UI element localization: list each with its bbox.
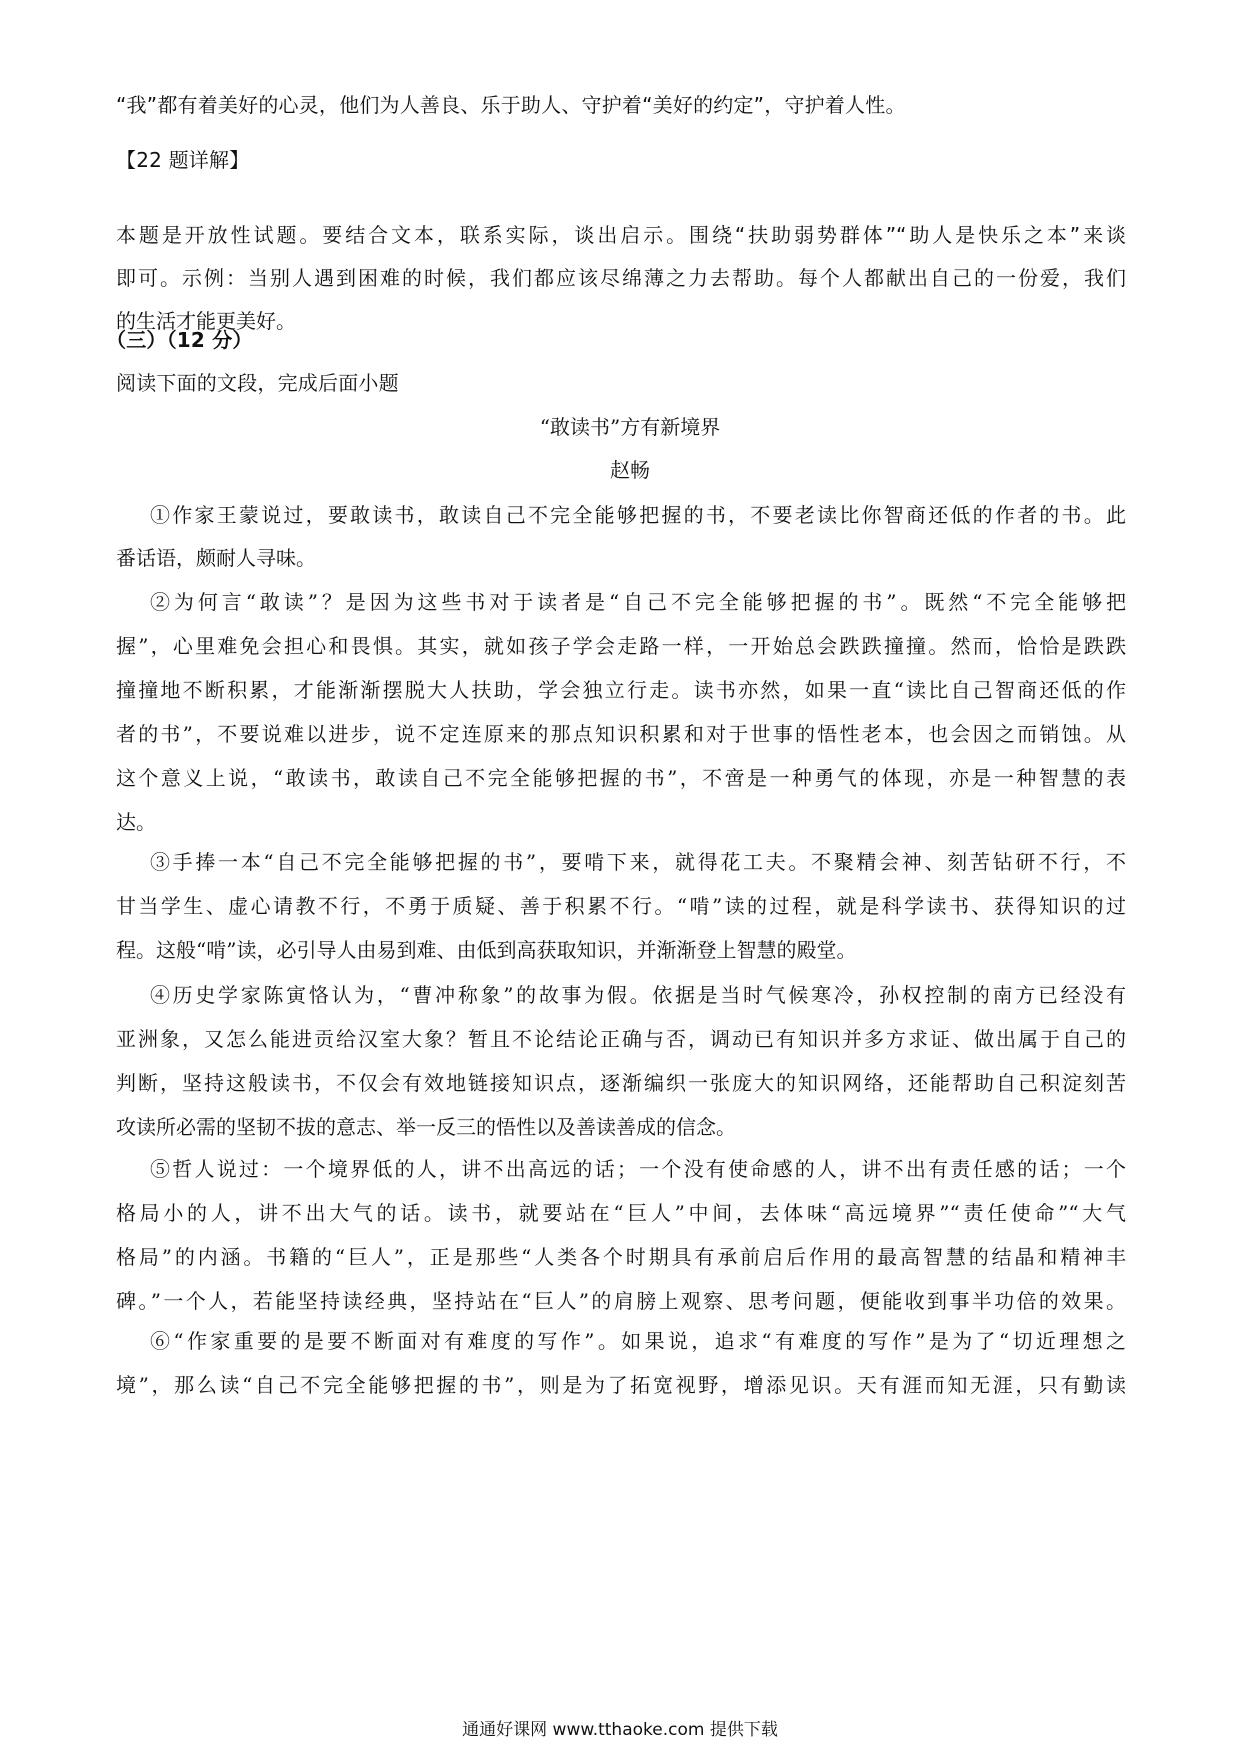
paragraph-line: 格局小的人，讲不出大气的话。读书，就要站在“巨人”中间，去体味“高远境界”“责任使命”“大气	[116, 1201, 1126, 1225]
paragraph-line: 亚洲象，又怎么能进贡给汉室大象？暂且不论结论正确与否，调动已有知识并多方求证、做出属于自己的	[116, 1027, 1126, 1051]
paragraph-line: ⑥“作家重要的是要不断面对有难度的写作”。如果说，追求“有难度的写作”是为了“切近理想之	[150, 1329, 1126, 1353]
section-instruction: 阅读下面的文段，完成后面小题	[116, 371, 399, 395]
article-author: 赵畅	[610, 458, 650, 482]
q22-line: 本题是开放性试题。要结合文本，联系实际，谈出启示。围绕“扶助弱势群体”“助人是快乐之本”来谈	[116, 223, 1126, 247]
paragraph-line: ①作家王蒙说过，要敢读书，敢读自己不完全能够把握的书，不要老读比你智商还低的作者的书。此	[150, 503, 1126, 527]
paragraph-line: 判断，坚持这般读书，不仅会有效地链接知识点，逐渐编织一张庞大的知识网络，还能帮助自己积淀刻苦	[116, 1071, 1126, 1095]
article-paragraph-3	[116, 847, 1126, 965]
article-paragraph-1	[116, 500, 1126, 573]
paragraph-line: 攻读所必需的坚韧不拔的意志、举一反三的悟性以及善读善成的信念。	[116, 1115, 736, 1139]
paragraph-line: 碑。”一个人，若能坚持读经典，坚持站在“巨人”的肩膀上观察、思考问题，便能收到事半功倍的效果。	[116, 1289, 1126, 1313]
q22-answer	[116, 220, 1126, 336]
section-heading: （三）（12 分）	[106, 328, 253, 352]
q22-line: 的生活才能更美好。	[116, 309, 296, 333]
article-paragraph-5	[116, 1154, 1126, 1316]
paragraph-line: 者的书”，不要说难以进步，说不定连原来的那点知识积累和对于世事的悟性老本，也会因之而销蚀。从	[116, 722, 1126, 746]
paragraph-line: 番话语，颇耐人寻味。	[116, 546, 316, 570]
article-paragraph-4	[116, 980, 1126, 1142]
paragraph-line: 撞撞地不断积累，才能渐渐摆脱大人扶助，学会独立行走。读书亦然，如果一直“读比自己智商还低的作	[116, 678, 1126, 702]
article-paragraph-2	[116, 587, 1126, 837]
paragraph-line: 甘当学生、虚心请教不行，不勇于质疑、善于积累不行。“啃”读的过程，就是科学读书、获得知识的过	[116, 894, 1126, 918]
page-footer: 通通好课网 www.tthaoke.com 提供下载	[462, 1720, 778, 1740]
intro-line: “我”都有着美好的心灵，他们为人善良、乐于助人、守护着“美好的约定”，守护着人性。	[116, 93, 906, 117]
q22-heading: 【22 题详解】	[116, 148, 250, 172]
paragraph-line: 程。这般“啃”读，必引导人由易到难、由低到高获取知识，并渐渐登上智慧的殿堂。	[116, 938, 857, 962]
paragraph-line: 这个意义上说，“敢读书，敢读自己不完全能够把握的书”，不啻是一种勇气的体现，亦是一种智慧的表	[116, 766, 1126, 790]
paragraph-line: 达。	[116, 810, 156, 834]
paragraph-line: ②为何言“敢读”？是因为这些书对于读者是“自己不完全能够把握的书”。既然“不完全能够把	[150, 590, 1126, 614]
paragraph-line: ③手捧一本“自己不完全能够把握的书”，要啃下来，就得花工夫。不聚精会神、刻苦钻研不行，不	[150, 850, 1126, 874]
paragraph-line: ④历史学家陈寅恪认为，“曹冲称象”的故事为假。依据是当时气候寒冷，孙权控制的南方已经没有	[150, 983, 1126, 1007]
paragraph-line: ⑤哲人说过：一个境界低的人，讲不出高远的话；一个没有使命感的人，讲不出有责任感的话；一个	[150, 1157, 1126, 1181]
paragraph-line: 握”，心里难免会担心和畏惧。其实，就如孩子学会走路一样，一开始总会跌跌撞撞。然而，恰恰是跌跌	[116, 634, 1126, 658]
article-paragraph-6	[116, 1326, 1126, 1400]
article-title: “敢读书”方有新境界	[539, 415, 721, 439]
paragraph-line: 格局”的内涵。书籍的“巨人”，正是那些“人类各个时期具有承前启后作用的最高智慧的结晶和精神丰	[116, 1245, 1126, 1269]
q22-line: 即可。示例：当别人遇到困难的时候，我们都应该尽绵薄之力去帮助。每个人都献出自己的一份爱，我们	[116, 266, 1126, 290]
paragraph-line: 境”，那么读“自己不完全能够把握的书”，则是为了拓宽视野，增添见识。天有涯而知无涯，只有勤读	[116, 1373, 1126, 1397]
